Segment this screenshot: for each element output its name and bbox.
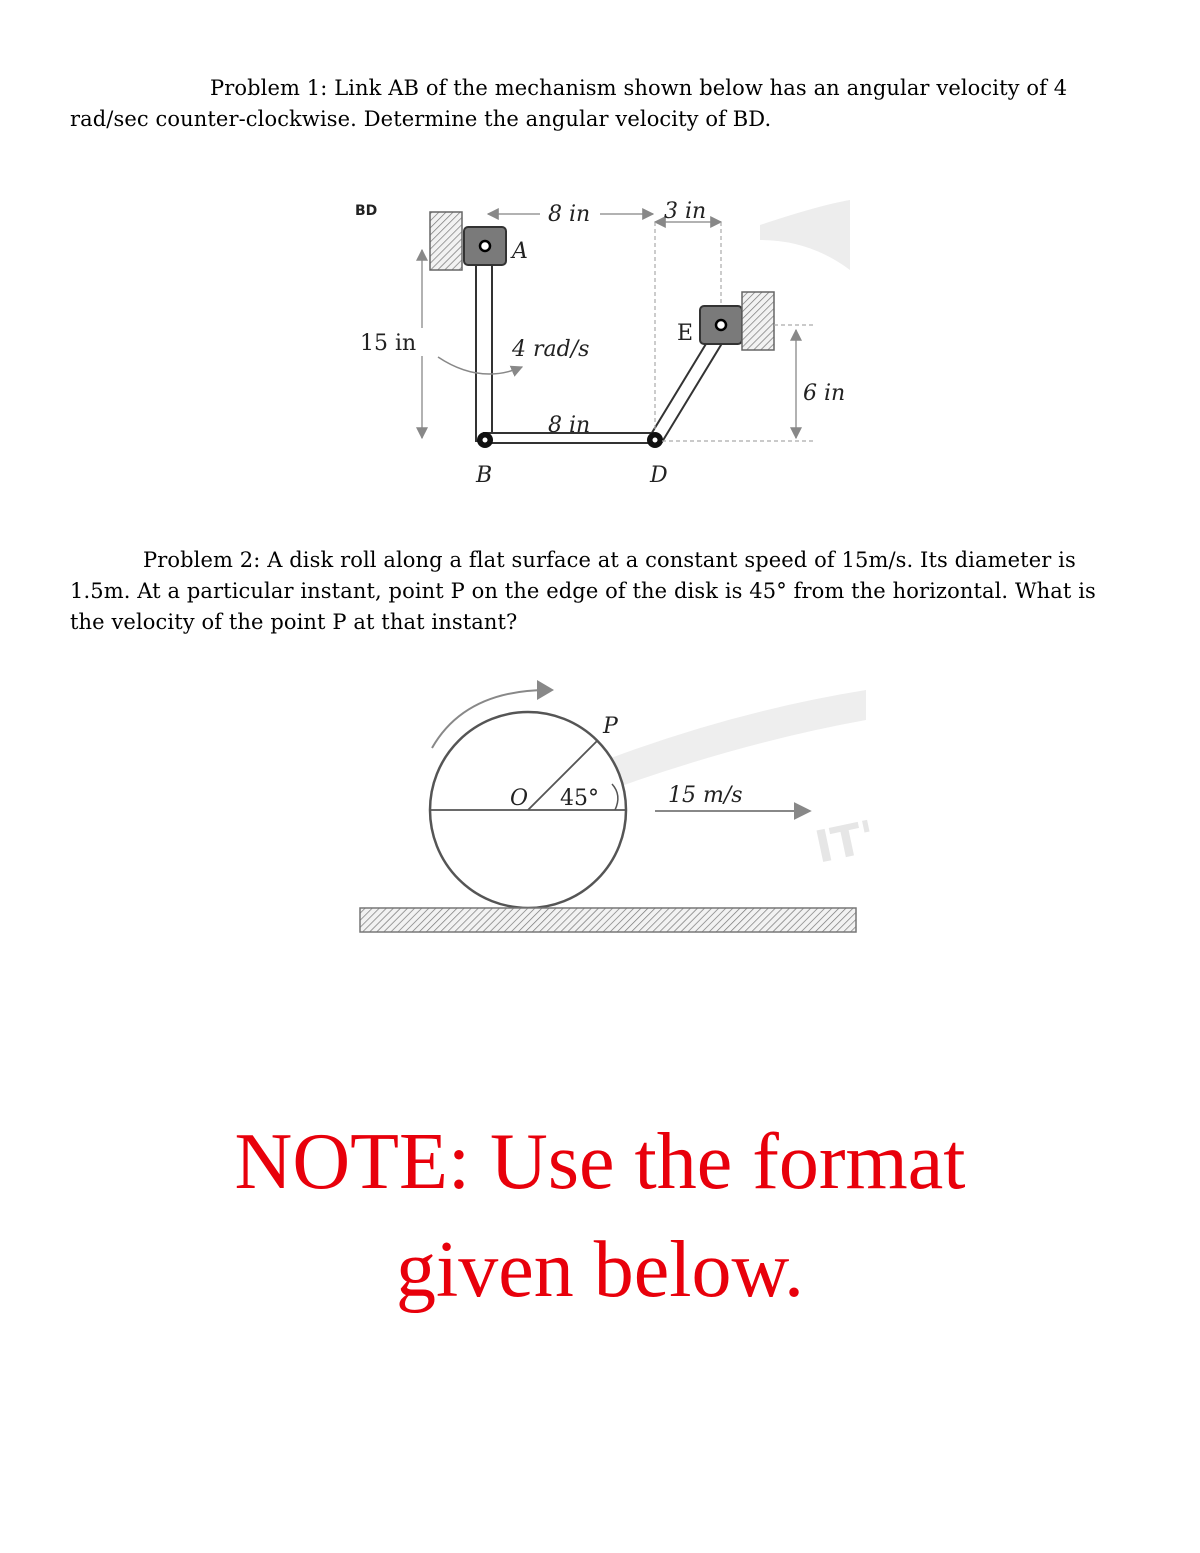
speed-label: 15 m/s <box>668 783 743 808</box>
problem-2-text <box>70 545 1130 638</box>
problem-1-statement: Problem 1: Link AB of the mechanism shown below has an angular velocity of 4 rad/sec counter-clockwise. Determine the angular velocity of BD. <box>70 76 1068 131</box>
dim-bottom-label: 8 in <box>548 413 591 438</box>
mechanism-diagram <box>0 190 1200 490</box>
dim-offset-label: 3 in <box>664 199 707 224</box>
problem-2-statement: Problem 2: A disk roll along a flat surface at a constant speed of 15m/s. Its diameter is 1.5m. At a particular instant, point P on the edge of the disk is 45° from the horizontal. What is the velocity of the point P at that instant? <box>70 548 1096 634</box>
rotation-arrowhead <box>537 680 554 700</box>
ground <box>360 908 856 932</box>
note <box>0 1108 1200 1324</box>
pin-d-inner <box>653 438 658 443</box>
link-de <box>650 334 724 442</box>
pin-a-icon <box>480 241 490 251</box>
link-ab <box>476 265 492 441</box>
problem-1-text <box>70 73 1130 135</box>
left-wall <box>430 212 462 270</box>
dim-right-label: 6 in <box>803 381 846 406</box>
rolling-disk-diagram <box>0 672 1200 962</box>
dim-left-label: 15 in <box>360 331 417 356</box>
note-line-2: given below. <box>395 1226 805 1314</box>
watermark-arc <box>760 200 850 270</box>
right-wall <box>742 292 774 350</box>
dim-top-label: 8 in <box>548 202 591 227</box>
label-p: P <box>603 714 618 739</box>
label-b: B <box>476 463 493 488</box>
angle-label: 45° <box>560 786 599 811</box>
note-line-1: NOTE: Use the format <box>234 1118 966 1206</box>
pin-e-icon <box>716 320 726 330</box>
label-a: A <box>512 239 528 264</box>
pin-b-inner <box>483 438 488 443</box>
watermark-text: IT' <box>810 811 881 874</box>
label-d: D <box>650 463 668 488</box>
label-o: O <box>510 786 529 811</box>
omega-label: 4 rad/s <box>512 337 590 362</box>
corner-label: BD <box>355 203 378 219</box>
label-e: E <box>677 321 694 346</box>
